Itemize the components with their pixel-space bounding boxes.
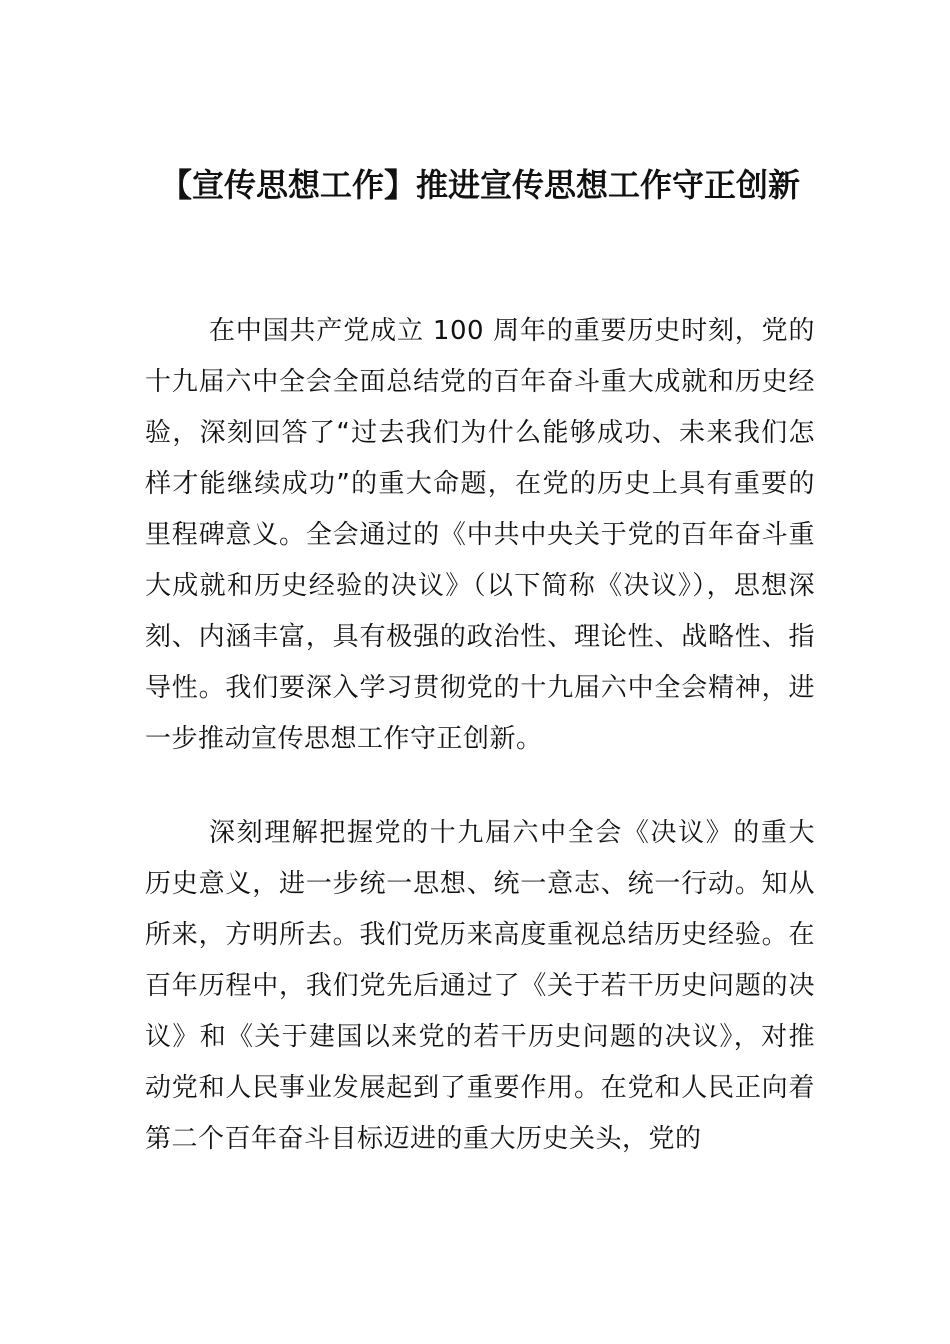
paragraph-intro: 在中国共产党成立 100 周年的重要历史时刻，党的十九届六中全会全面总结党的百年奋斗重大成就和历史经验，深刻回答了“过去我们为什么能够成功、未来我们怎样才能继续成功”的重大命题，在党的历史上具有重要的里程碑意义。全会通过的《中共中央关于党的百年奋斗重大成就和历史经验的决议》（以下简称《决议》），思想深刻、内涵丰富，具有极强的政治性、理论性、战略性、指导性。我们要深入学习贯彻党的十九届六中全会精神，进一步推动宣传思想工作守正创新。 xyxy=(145,316,815,754)
document-title: 【宣传思想工作】推进宣传思想工作守正创新 xyxy=(159,166,800,204)
paragraph-historical-significance: 深刻理解把握党的十九届六中全会《决议》的重大历史意义，进一步统一思想、统一意志、统一行动。知从所来，方明所去。我们党历来高度重视总结历史经验。在百年历程中，我们党先后通过了《关于若干历史问题的决议》和《关于建国以来党的若干历史问题的决议》，对推动党和人民事业发展起到了重要作用。在党和人民正向着第二个百年奋斗目标迈进的重大历史关头，党的 xyxy=(145,818,815,1154)
